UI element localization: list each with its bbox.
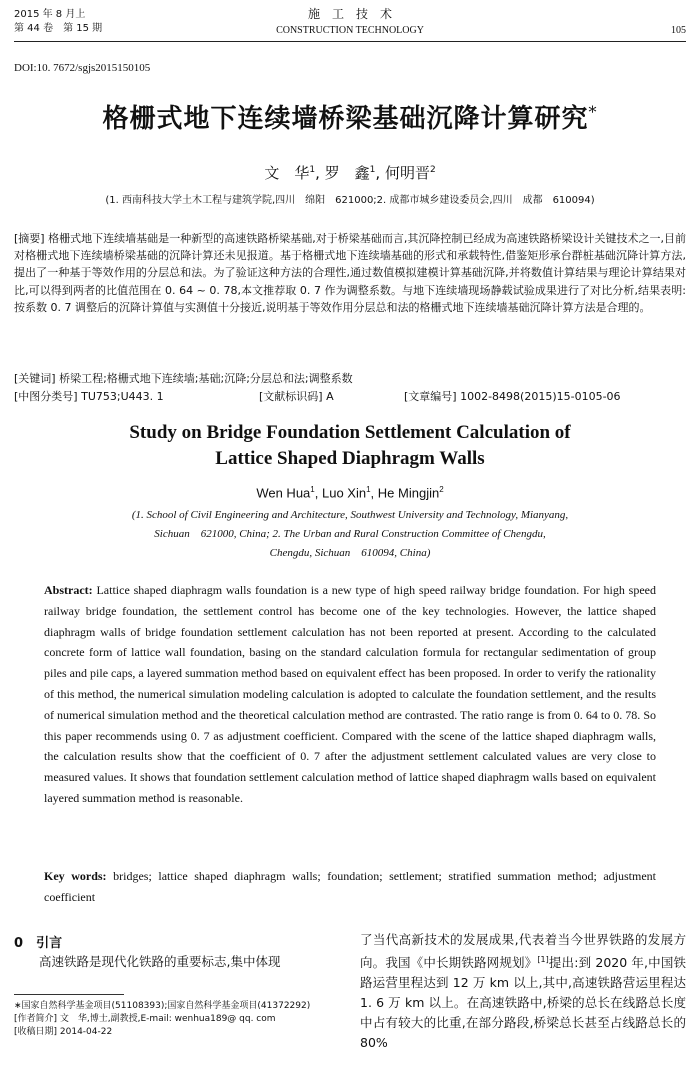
intro-right-pre: 了当代高新技术的发展成果,代表着当今世界铁路的发展方向。我国《中长期铁路网规划》 (360, 932, 686, 971)
en-author-2-sup: 1 (366, 485, 371, 494)
en-aff-line1: (1. School of Civil Engineering and Architecture, Southwest University and Technology, Mianyang, (131, 509, 569, 521)
cn-abstract-label: [摘要] (14, 232, 45, 245)
footnote-rule (14, 994, 124, 995)
cn-keywords-text: 桥梁工程;格栅式地下连续墙;基础;沉降;分层总和法;调整系数 (59, 372, 353, 385)
en-aff-line3: Chengdu, Sichuan 610094, China) (269, 547, 431, 559)
header-page-number: 105 (671, 25, 686, 36)
en-title-line1: Study on Bridge Foundation Settlement Calculation of (129, 422, 571, 443)
cn-clc: TU753;U443. 1 (81, 390, 164, 403)
cn-clc-label: [中图分类号] (14, 390, 78, 403)
en-author-3: He Mingjin (377, 485, 440, 501)
en-abstract-text: Lattice shaped diaphragm walls foundation is a new type of high speed railway bridge foundation. For high speed railway bridge foundation, the settlement control has become one of the key technologies. However, the lattice shaped diaphragm walls of bridge foundation settlement calculation has not been reported at present. According to the calculated concrete form of lattice wall foundation, basing on the standard calculation formula for rectangular sedimentation of group piles and pile caps, a layered summation method based on equivalent effect has been proposed. In order to verify the rationality of this method, the numerical simulation modeling calculation is adopted to calculate the foundation settlement, and the results of numerical simulation method and the theoretical calculation method are contrasted. The ratio range is from 0. 64 to 0. 78. So this paper recommends using 0. 7 as adjustment coefficient. Compared with the scene of the lattice shaped diaphragm walls, the calculation results show that the coefficient of 0. 7 after the adjustment settlement calculated values are very close to measured values. It shows that foundation settlement calculation method of lattice shaped diaphragm walls based on equivalent layered summation method is reasonable. (44, 583, 657, 805)
cn-author-1: 文 华 (264, 164, 310, 182)
cn-article-no-label: [文章编号] (404, 390, 457, 403)
cn-keywords-label: [关键词] (14, 372, 56, 385)
cn-author-2-sup: 1 (369, 165, 376, 175)
cn-author-sep: , (375, 164, 381, 182)
cn-abstract (14, 230, 686, 316)
en-abstract-label: Abstract: (44, 583, 93, 597)
cn-title-text: 格栅式地下连续墙桥梁基础沉降计算研究 (102, 104, 589, 134)
en-authors (0, 485, 700, 500)
en-author-2: Luo Xin (322, 485, 367, 501)
en-keywords-text: bridges; lattice shaped diaphragm walls; foundation; settlement; stratified summation method; adjustment coefficient (44, 869, 657, 904)
section-heading (14, 932, 62, 951)
section-title: 引言 (36, 936, 63, 951)
en-author-3-sup: 2 (439, 485, 444, 494)
footnote-author-info: 文 华,博士,副教授,E-mail: wenhua189@ qq. com (59, 1014, 276, 1024)
footnote (14, 1000, 344, 1039)
cn-author-sep: , (315, 164, 320, 182)
header-journal-cn: 施 工 技 术 (307, 7, 392, 21)
en-aff-line2: Sichuan 621000, China; 2. The Urban and Rural Construction Committee of Chengdu, (154, 528, 546, 540)
section-number: 0 (14, 936, 24, 951)
footnote-fund: ∗国家自然科学基金项目(51108393);国家自然科学基金项目(41372292) (14, 1001, 311, 1011)
footnote-received: 2014-04-22 (59, 1027, 113, 1037)
cn-doc-code: A (326, 390, 334, 403)
intro-left-paragraph: 高速铁路是现代化铁路的重要标志,集中体现 (39, 954, 281, 969)
en-author-sep: , (314, 485, 319, 501)
en-affiliation (40, 506, 660, 563)
footnote-author-label: [作者简介] (14, 1014, 58, 1024)
cn-title (0, 98, 700, 135)
en-author-1: Wen Hua (256, 485, 311, 501)
cn-author-3-sup: 2 (429, 165, 436, 175)
header-date: 2015 年 8 月上 (14, 9, 86, 20)
cn-author-2: 罗 鑫 (324, 164, 370, 182)
intro-right-post: 提出:到 2020 年,中国铁路运营里程达到 12 万 km 以上,其中,高速铁路营运里程达 1. 6 万 km 以上。在高速铁路中,桥梁的总长在线路总长度中占有较大的比重,在部分路段,桥梁总长甚至占线路总长的 80% (360, 955, 686, 1051)
en-abstract (44, 580, 656, 809)
header-volume: 第 44 卷 第 15 期 (14, 23, 103, 34)
cn-doc-code-label: [文献标识码] (259, 390, 323, 403)
cn-authors (0, 162, 700, 183)
cn-affiliation: (1. 西南科技大学土木工程与建筑学院,四川 绵阳 621000;2. 成都市城乡建设委员会,四川 成都 610094) (105, 195, 595, 206)
en-author-sep: , (370, 485, 375, 501)
cn-title-mark: * (588, 102, 598, 122)
en-keywords-label: Key words: (44, 869, 107, 883)
footnote-received-label: [收稿日期] (14, 1027, 58, 1037)
en-keywords (44, 866, 656, 908)
en-author-1-sup: 1 (310, 485, 315, 494)
en-title-line2: Lattice Shaped Diaphragm Walls (215, 448, 485, 469)
cn-abstract-text: 格栅式地下连续墙基础是一种新型的高速铁路桥梁基础,对于桥梁基础而言,其沉降控制已经成为高速铁路桥梁设计关键技术之一,目前对格栅式地下连续墙桥梁基础的沉降计算还未见报道。基于格栅式地下连续墙基础的形式和承载特性,借鉴矩形承台群桩基础沉降计算方法,提出了一种基于等效作用的分层总和法。为了验证这种方法的合理性,通过数值模拟建模计算基础沉降,并将数值计算结果与理论计算结果对比,可以得到两者的比值范围在 0. 64 ~ 0. 78,本文推荐取 0. 7 作为调整系数。与地下连续墙现场静载试验成果进行了对比分析,结果表明:按系数 0. 7 调整后的沉降计算值与实测值十分接近,说明基于等效作用分层总和法的格栅式地下连续墙基础沉降计算方法是合理的。 (14, 232, 686, 314)
citation-ref: [1] (537, 955, 549, 964)
cn-author-1-sup: 1 (309, 165, 316, 175)
intro-right-paragraph (360, 930, 686, 1053)
cn-keywords (14, 370, 686, 387)
doi: DOI:10. 7672/sgjs2015150105 (14, 62, 151, 74)
en-title (0, 420, 700, 472)
header-rule (14, 41, 686, 42)
header-journal-en: CONSTRUCTION TECHNOLOGY (276, 25, 424, 36)
cn-author-3: 何明晋 (384, 164, 430, 182)
cn-article-no: 1002-8498(2015)15-0105-06 (460, 390, 621, 403)
